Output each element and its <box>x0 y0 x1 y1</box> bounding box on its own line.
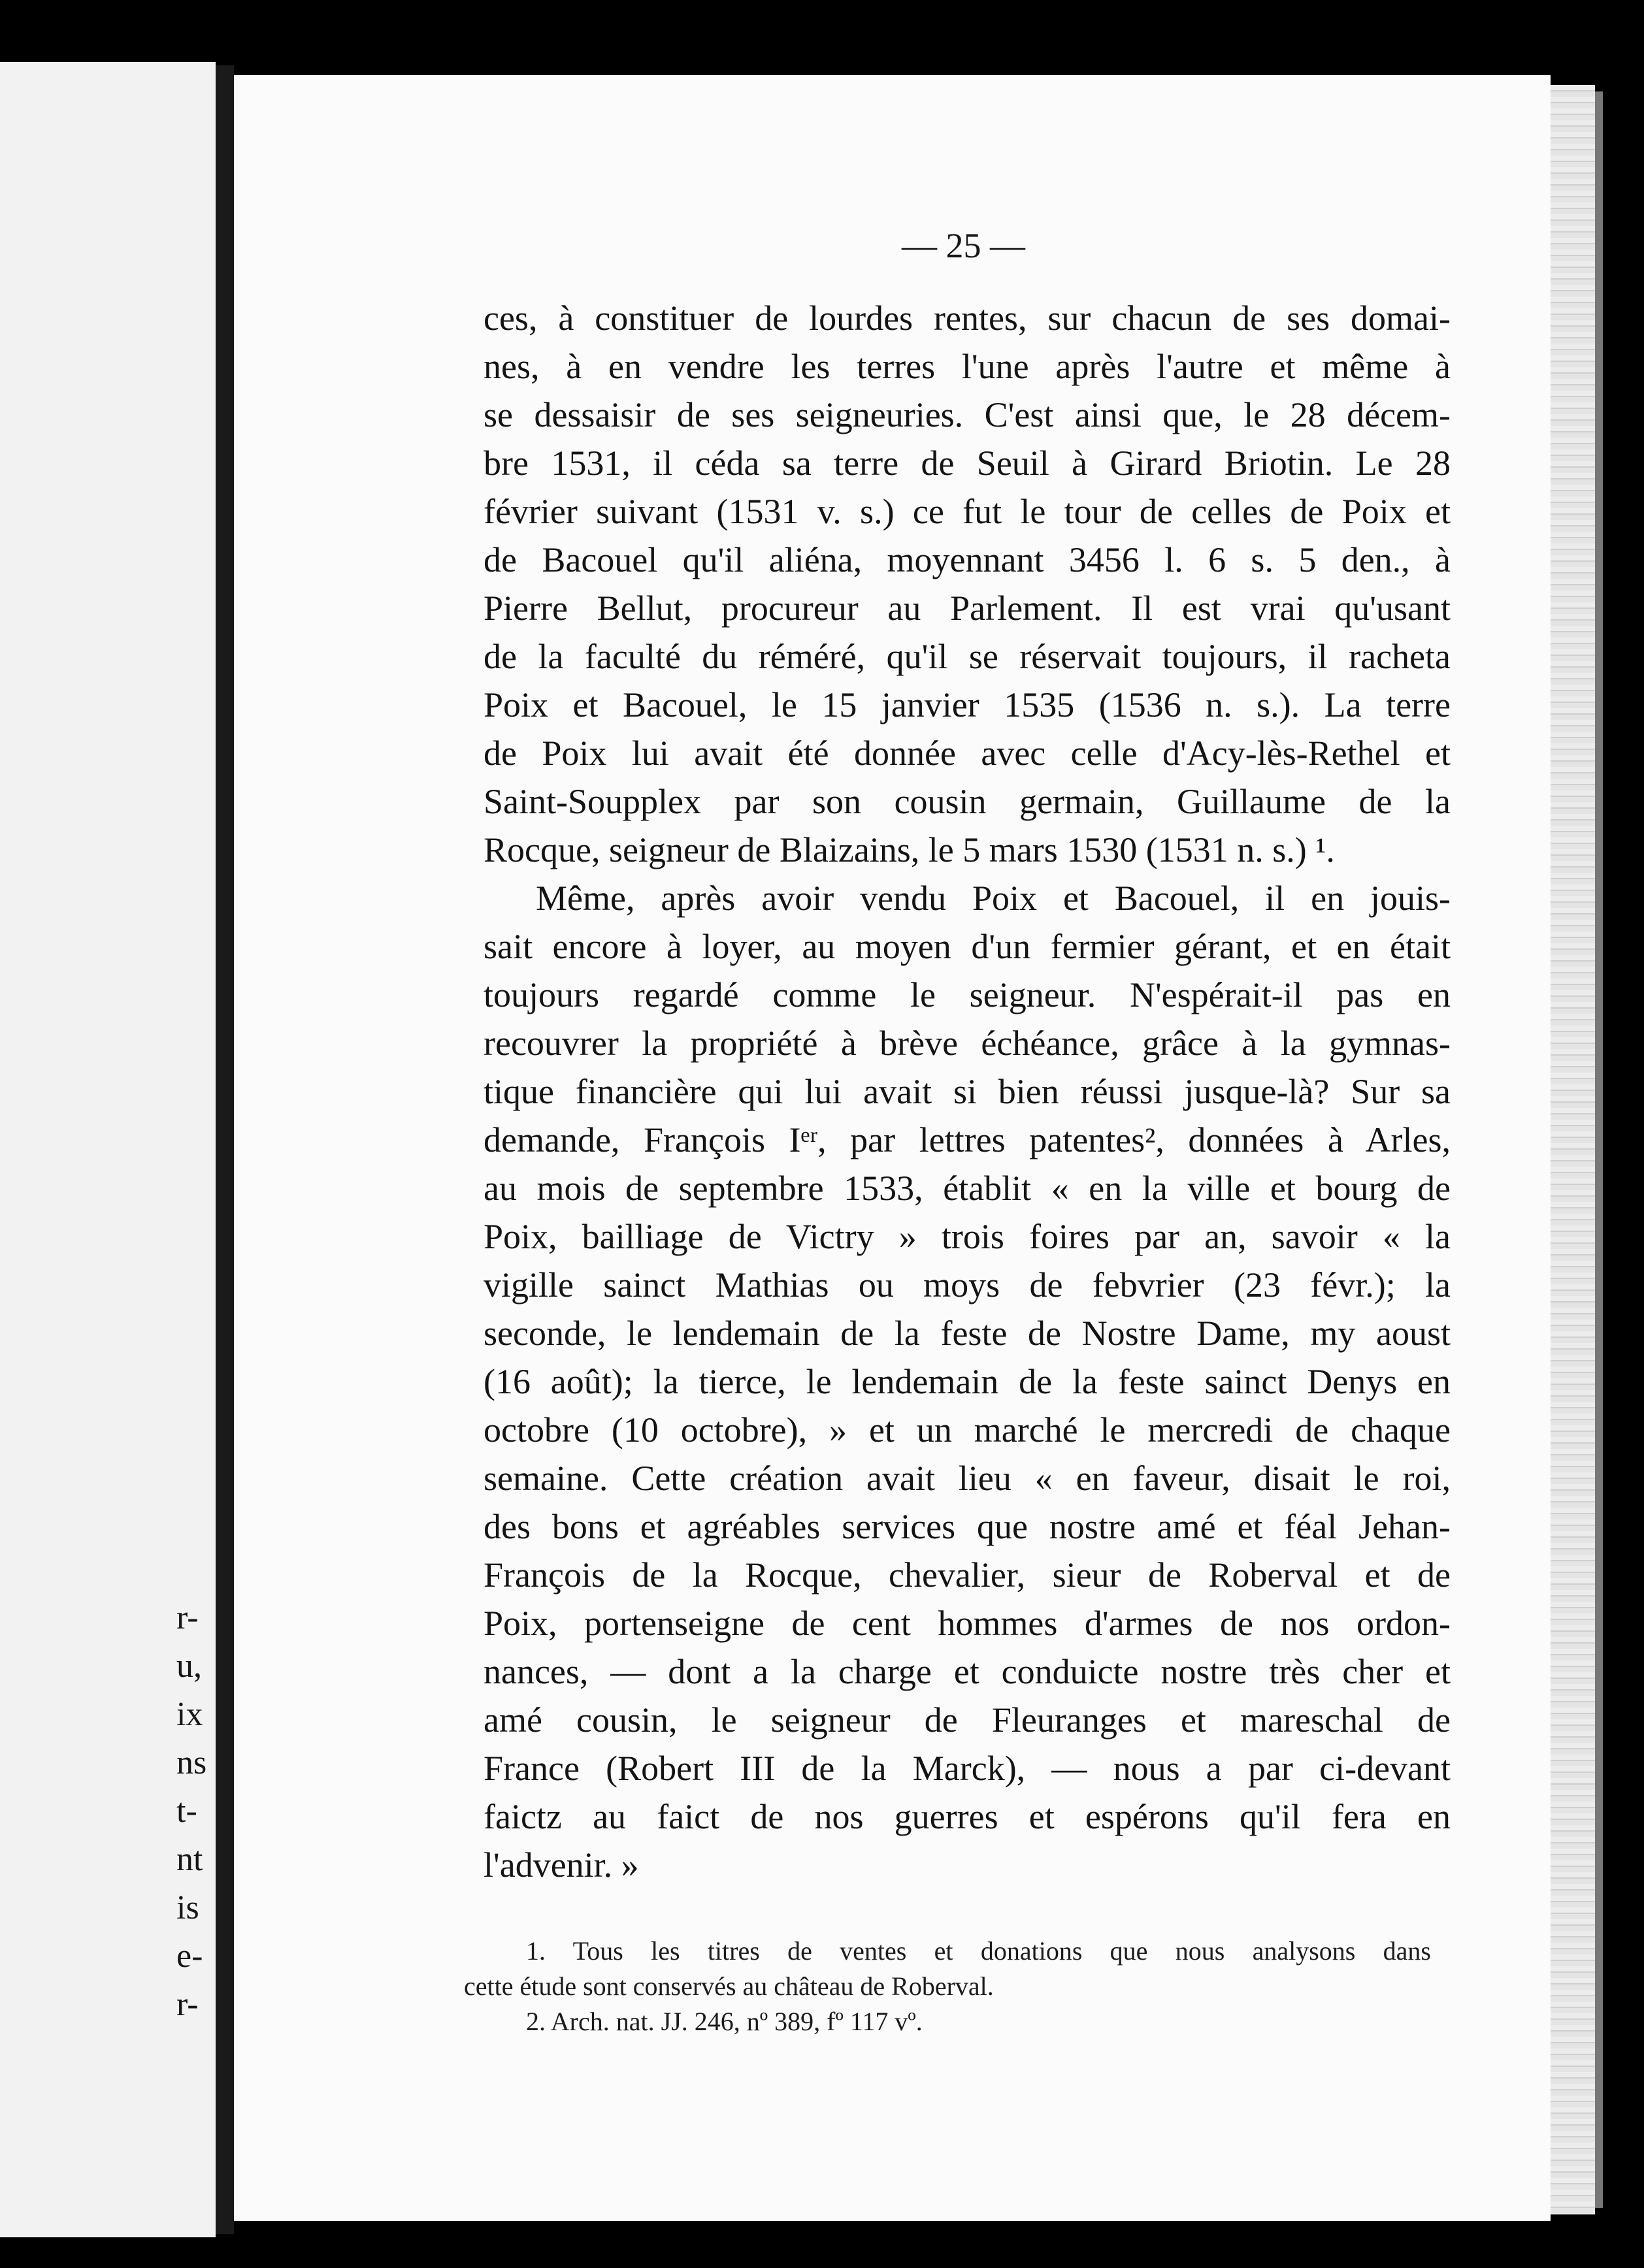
text-line: Poix et Bacouel, le 15 janvier 1535 (1536 n. s.). La terre <box>484 685 1451 724</box>
footnote-line: cette étude sont conservés au château de Roberval. <box>464 1971 994 2001</box>
text-line: l'advenir. » <box>484 1845 639 1885</box>
text-line: de Bacouel qu'il aliéna, moyennant 3456 l. 6 s. 5 den., à <box>484 540 1451 579</box>
text-line: Pierre Bellut, procureur au Parlement. Il est vrai qu'usant <box>484 589 1451 628</box>
left-fragment: ns <box>176 1744 207 1781</box>
left-fragment: t- <box>176 1792 197 1830</box>
text-line: bre 1531, il céda sa terre de Seuil à Girard Briotin. Le 28 <box>484 444 1451 483</box>
text-line: Poix, portenseigne de cent hommes d'armes de nos ordon- <box>484 1604 1451 1643</box>
footnote-line: 1. Tous les titres de ventes et donations que nous analysons dans <box>526 1936 1431 1966</box>
text-line: des bons et agréables services que nostre amé et féal Jehan- <box>484 1507 1451 1546</box>
left-fragment: u, <box>176 1647 202 1685</box>
text-line: toujours regardé comme le seigneur. N'espérait-il pas en <box>484 975 1451 1014</box>
text-line: (16 août); la tierce, le lendemain de la feste sainct Denys en <box>484 1362 1451 1401</box>
footnotes <box>464 1934 1431 2039</box>
text-line: Poix, bailliage de Victry » trois foires par an, savoir « la <box>484 1217 1451 1256</box>
text-line: Même, après avoir vendu Poix et Bacouel, il en jouis- <box>536 879 1451 918</box>
text-line: se dessaisir de ses seigneuries. C'est ainsi que, le 28 décem- <box>484 395 1451 434</box>
page-edge-shadow <box>1595 91 1603 2208</box>
text-line: seconde, le lendemain de la feste de Nostre Dame, my aoust <box>484 1314 1451 1353</box>
text-line: octobre (10 octobre), » et un marché le mercredi de chaque <box>484 1410 1451 1450</box>
left-page-text-fragments <box>176 1594 216 2029</box>
text-line: nes, à en vendre les terres l'une après l'autre et même à <box>484 347 1451 386</box>
text-line: nances, — dont a la charge et conduicte nostre très cher et <box>484 1652 1451 1691</box>
text-line: vigille sainct Mathias ou moys de febvrier (23 févr.); la <box>484 1265 1451 1304</box>
book-gutter <box>216 65 234 2234</box>
left-fragment: e- <box>176 1937 203 1975</box>
page-fore-edge <box>1551 85 1595 2214</box>
left-fragment: nt <box>176 1841 203 1878</box>
left-fragment: is <box>176 1889 199 1926</box>
left-fragment: r- <box>176 1986 199 2023</box>
text-line: Saint-Soupplex par son cousin germain, Guillaume de la <box>484 782 1451 821</box>
text-line: au mois de septembre 1533, établit « en la ville et bourg de <box>484 1169 1451 1208</box>
text-line: semaine. Cette création avait lieu « en faveur, disait le roi, <box>484 1459 1451 1498</box>
body-text <box>484 294 1451 1889</box>
text-line: faictz au faict de nos guerres et espérons qu'il fera en <box>484 1797 1451 1836</box>
text-line: de la faculté du réméré, qu'il se réservait toujours, il racheta <box>484 637 1451 676</box>
text-line: ces, à constituer de lourdes rentes, sur chacun de ses domai- <box>484 299 1451 338</box>
footnote-line: 2. Arch. nat. JJ. 246, nº 389, fº 117 vº. <box>526 2007 923 2036</box>
text-line: sait encore à loyer, au moyen d'un fermier gérant, et en était <box>484 927 1451 966</box>
text-line: France (Robert III de la Marck), — nous a par ci-devant <box>484 1749 1451 1788</box>
text-line: amé cousin, le seigneur de Fleuranges et mareschal de <box>484 1700 1451 1740</box>
left-fragment: ix <box>176 1696 203 1733</box>
text-line: Rocque, seigneur de Blaizains, le 5 mars 1530 (1531 n. s.) ¹. <box>484 830 1335 869</box>
text-line: François de la Rocque, chevalier, sieur de Roberval et de <box>484 1555 1451 1595</box>
text-line: tique financière qui lui avait si bien réussi jusque-là? Sur sa <box>484 1072 1451 1111</box>
text-line: demande, François Iᵉʳ, par lettres patentes², données à Arles, <box>484 1120 1451 1159</box>
text-line: recouvrer la propriété à brève échéance, grâce à la gymnas- <box>484 1024 1451 1063</box>
text-line: de Poix lui avait été donnée avec celle d'Acy-lès-Rethel et <box>484 734 1451 773</box>
text-line: février suivant (1531 v. s.) ce fut le tour de celles de Poix et <box>484 492 1451 531</box>
page-number: — 25 — <box>902 226 1025 265</box>
left-fragment: r- <box>176 1599 199 1636</box>
